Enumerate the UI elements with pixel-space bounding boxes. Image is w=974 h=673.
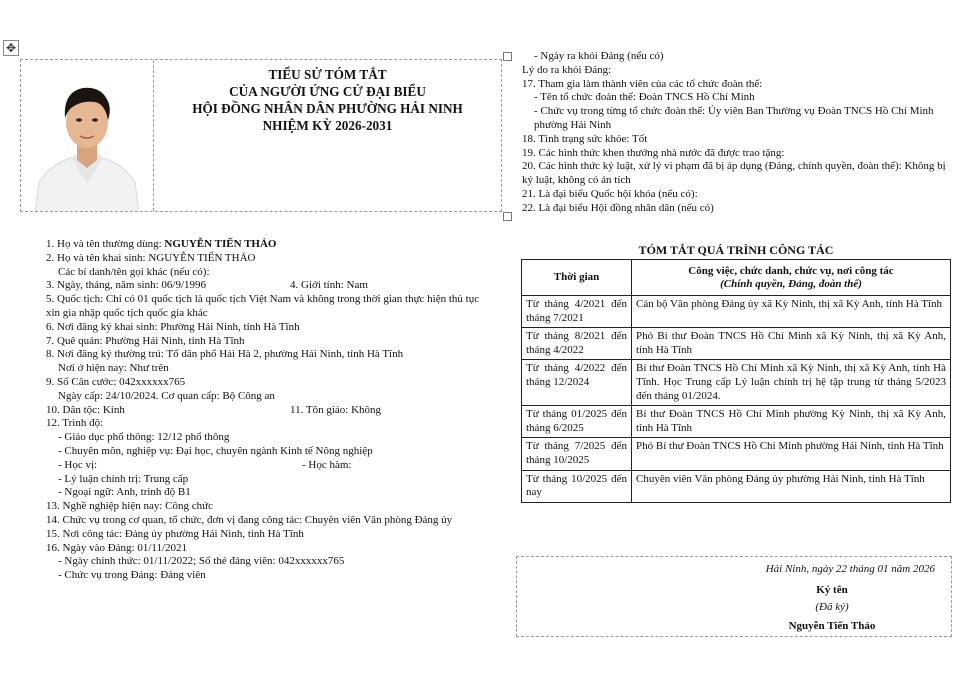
row-desc: Bí thư Đoàn TNCS Hồ Chí Minh xã Kỳ Ninh, thị xã Kỳ Anh, tỉnh Hà Tĩnh. Học Trung cấp Lý luận chính trị hệ tập trung từ tháng 5/2023 đến tháng 01/2024.	[632, 360, 951, 406]
bio-line: 7. Quê quán: Phường Hải Ninh, tỉnh Hà Tĩnh	[46, 334, 245, 347]
bio-label: 1. Họ và tên thường dùng:	[46, 238, 165, 250]
bio-line: - Chuyên môn, nghiệp vụ: Đại học, chuyên ngành Kinh tế Nông nghiệp	[58, 444, 373, 457]
row-time: Từ tháng 4/2021 đến tháng 7/2021	[522, 296, 632, 328]
bio-line: Lý do ra khỏi Đảng:	[522, 63, 612, 76]
bio-line: 8. Nơi đăng ký thường trú: Tổ dân phố Hải Hà 2, phường Hải Ninh, tỉnh Hà Tĩnh	[46, 348, 404, 361]
bio-line: 15. Nơi công tác: Đảng ủy phường Hải Ninh, tỉnh Hà Tĩnh	[46, 527, 304, 540]
bio-line-1	[46, 238, 486, 252]
row-time: Từ tháng 01/2025 đến tháng 6/2025	[522, 406, 632, 438]
academic-title: - Học hàm:	[302, 458, 352, 471]
degree: - Học vị:	[58, 458, 98, 471]
column-header-job	[632, 260, 951, 296]
table-row	[522, 360, 951, 406]
bio-line: Ngày cấp: 24/10/2024. Cơ quan cấp: Bộ Công an	[58, 389, 275, 402]
bio-line: 9. Số Căn cước: 042xxxxxx765	[46, 375, 186, 388]
row-time: Từ tháng 7/2025 đến tháng 10/2025	[522, 438, 632, 470]
bio-line: 14. Chức vụ trong cơ quan, tổ chức, đơn vị đang công tác: Chuyên viên Văn phòng Đảng ủy	[46, 513, 453, 526]
candidate-name: NGUYỄN TIẾN THẢO	[164, 238, 277, 250]
bio-line: 19. Các hình thức khen thưởng nhà nước đã được trao tặng:	[522, 146, 785, 159]
table-header-row	[522, 260, 951, 296]
row-desc: Chuyên viên Văn phòng Đảng ủy phường Hải Ninh, tỉnh Hà Tĩnh	[632, 470, 951, 502]
bio-line: 18. Tình trạng sức khỏe: Tốt	[522, 132, 648, 145]
religion: 11. Tôn giáo: Không	[290, 403, 382, 416]
table-row	[522, 406, 951, 438]
row-time: Từ tháng 8/2021 đến tháng 4/2022	[522, 328, 632, 360]
table-row	[522, 296, 951, 328]
document-title	[154, 60, 501, 211]
bio-line: - Chức vụ trong Đảng: Đảng viên	[58, 569, 206, 582]
bio-line: 20. Các hình thức kỷ luật, xử lý vi phạm đã bị áp dụng (Đảng, chính quyền, đoàn thể): Không bị kỷ luật, không có án tích	[522, 160, 946, 187]
bio-line	[46, 459, 486, 473]
title-line: NHIỆM KỲ 2026-2031	[262, 118, 393, 133]
bio-line: Nơi ở hiện nay: Như trên	[58, 362, 169, 375]
table-row	[522, 328, 951, 360]
signature-status: (Đã ký)	[815, 601, 849, 613]
row-time: Từ tháng 4/2022 đến tháng 12/2024	[522, 360, 632, 406]
row-desc: Cán bộ Văn phòng Đảng ủy xã Kỳ Ninh, thị xã Kỳ Anh, tỉnh Hà Tĩnh	[632, 296, 951, 328]
column-header-time: Thời gian	[522, 260, 632, 296]
bio-line: - Ngày ra khỏi Đảng (nếu có)	[534, 50, 664, 62]
gender: 4. Giới tính: Nam	[290, 279, 368, 292]
signature-box	[516, 556, 952, 637]
signature-role: Ký tên	[816, 584, 848, 596]
title-line: HỘI ĐỒNG NHÂN DÂN PHƯỜNG HẢI NINH	[192, 101, 463, 116]
bio-line: 13. Nghề nghiệp hiện nay: Công chức	[46, 500, 213, 513]
bio-line: 21. Là đại biểu Quốc hội khóa (nếu có):	[522, 187, 698, 200]
signature-date: Hải Ninh, ngày 22 tháng 01 năm 2026	[765, 563, 935, 575]
table-resize-handle-icon[interactable]	[503, 212, 512, 221]
title-line: CỦA NGƯỜI ỨNG CỬ ĐẠI BIỂU	[229, 84, 426, 99]
row-time: Từ tháng 10/2025 đến nay	[522, 470, 632, 502]
bio-line: Các bí danh/tên gọi khác (nếu có):	[58, 265, 210, 278]
bio-line: - Tên tổ chức đoàn thể: Đoàn TNCS Hồ Chí Minh	[534, 91, 755, 104]
bio-right-column	[522, 50, 952, 216]
row-desc: Bí thư Đoàn TNCS Hồ Chí Minh phường Kỳ Ninh, thị xã Kỳ Anh, tỉnh Hà Tĩnh	[632, 406, 951, 438]
bio-line: - Ngày chính thức: 01/11/2022; Số thẻ đảng viên: 042xxxxxx765	[58, 555, 345, 568]
bio-line: - Chức vụ trong từng tổ chức đoàn thể: Ủy viên Ban Thường vụ Đoàn TNCS Hồ Chí Minh phường Hải Ninh	[534, 105, 934, 131]
bio-line: 12. Trình độ:	[46, 417, 104, 430]
header-box	[20, 59, 502, 212]
bio-line: - Giáo dục phổ thông: 12/12 phổ thông	[58, 431, 230, 444]
table-row	[522, 470, 951, 502]
bio-left-column	[46, 238, 486, 583]
move-icon[interactable]: ✥	[3, 40, 19, 56]
bio-line: 17. Tham gia làm thành viên của các tổ chức đoàn thể:	[522, 77, 763, 90]
bio-line: 22. Là đại biểu Hội đồng nhân dân (nếu có)	[522, 201, 714, 214]
bio-line: 2. Họ và tên khai sinh: NGUYỄN TIẾN THẢO	[46, 251, 256, 264]
bio-line: - Lý luận chính trị: Trung cấp	[58, 472, 189, 485]
title-line: TIỂU SỬ TÓM TẮT	[268, 67, 387, 82]
column-header-job-label: Công việc, chức danh, chức vụ, nơi công tác	[688, 264, 894, 277]
bio-line	[46, 404, 486, 418]
ethnicity: 10. Dân tộc: Kinh	[46, 403, 125, 416]
bio-line: 6. Nơi đăng ký khai sinh: Phường Hải Ninh, tỉnh Hà Tĩnh	[46, 320, 300, 333]
bio-line: - Ngoại ngữ: Anh, trình độ B1	[58, 486, 191, 499]
bio-line: 16. Ngày vào Đảng: 01/11/2021	[46, 541, 188, 554]
birth-date: 3. Ngày, tháng, năm sinh: 06/9/1996	[46, 279, 206, 292]
candidate-photo	[21, 60, 154, 211]
bio-line	[46, 279, 486, 293]
work-history-table	[521, 259, 951, 503]
signer-name: Nguyễn Tiến Thảo	[788, 620, 876, 632]
table-marker-icon	[503, 52, 512, 61]
column-header-job-sub: (Chính quyền, Đảng, đoàn thể)	[720, 277, 862, 290]
work-history-title: TÓM TẮT QUÁ TRÌNH CÔNG TÁC	[638, 243, 834, 257]
row-desc: Phó Bí thư Đoàn TNCS Hồ Chí Minh xã Kỳ Ninh, thị xã Kỳ Anh, tỉnh Hà Tĩnh	[632, 328, 951, 360]
table-row	[522, 438, 951, 470]
row-desc: Phó Bí thư Đoàn TNCS Hồ Chí Minh phường Hải Ninh, tỉnh Hà Tĩnh	[632, 438, 951, 470]
bio-line-nationality: 5. Quốc tịch: Chỉ có 01 quốc tịch là quốc tịch Việt Nam và không trong thời gian thực hiện thủ tục xin gia nhập quốc tịch quốc gia khác	[46, 293, 480, 319]
